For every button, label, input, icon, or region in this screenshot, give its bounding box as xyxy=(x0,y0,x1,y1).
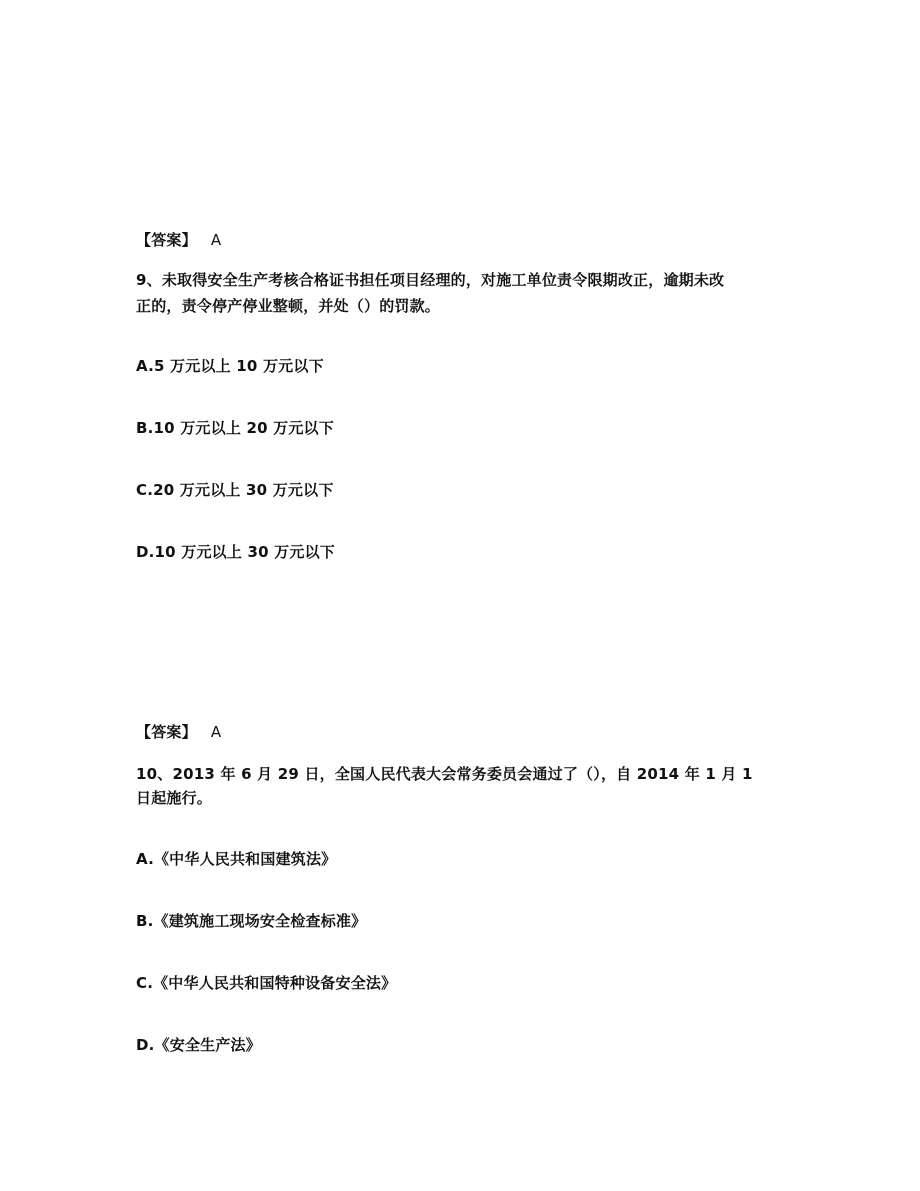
question-10-line-2: 日起施行。 xyxy=(136,789,213,807)
answer-value: A xyxy=(210,723,222,741)
question-9-line-2: 正的，责令停产停业整顿，并处（）的罚款。 xyxy=(136,297,441,315)
answer-line-1 xyxy=(136,230,221,250)
question-10-option-c: C.《中华人民共和国特种设备安全法》 xyxy=(136,974,397,992)
question-9-option-c: C.20 万元以上 30 万元以下 xyxy=(136,481,334,499)
question-9-option-a: A.5 万元以上 10 万元以下 xyxy=(136,357,324,375)
answer-label: 【答案】 xyxy=(136,231,197,249)
question-9-line-1: 9、未取得安全生产考核合格证书担任项目经理的，对施工单位责令限期改正，逾期未改 xyxy=(136,271,725,289)
question-9-option-b: B.10 万元以上 20 万元以下 xyxy=(136,419,334,437)
question-10-option-a: A.《中华人民共和国建筑法》 xyxy=(136,850,337,868)
answer-value: A xyxy=(210,231,222,249)
question-9-option-d: D.10 万元以上 30 万元以下 xyxy=(136,543,335,561)
question-10-option-b: B.《建筑施工现场安全检查标准》 xyxy=(136,912,367,930)
answer-label: 【答案】 xyxy=(136,723,197,741)
answer-line-2 xyxy=(136,722,221,742)
question-10-option-d: D.《安全生产法》 xyxy=(136,1036,261,1054)
question-10-line-1: 10、2013 年 6 月 29 日，全国人民代表大会常务委员会通过了（），自 2014 年 1 月 1 xyxy=(136,765,753,783)
